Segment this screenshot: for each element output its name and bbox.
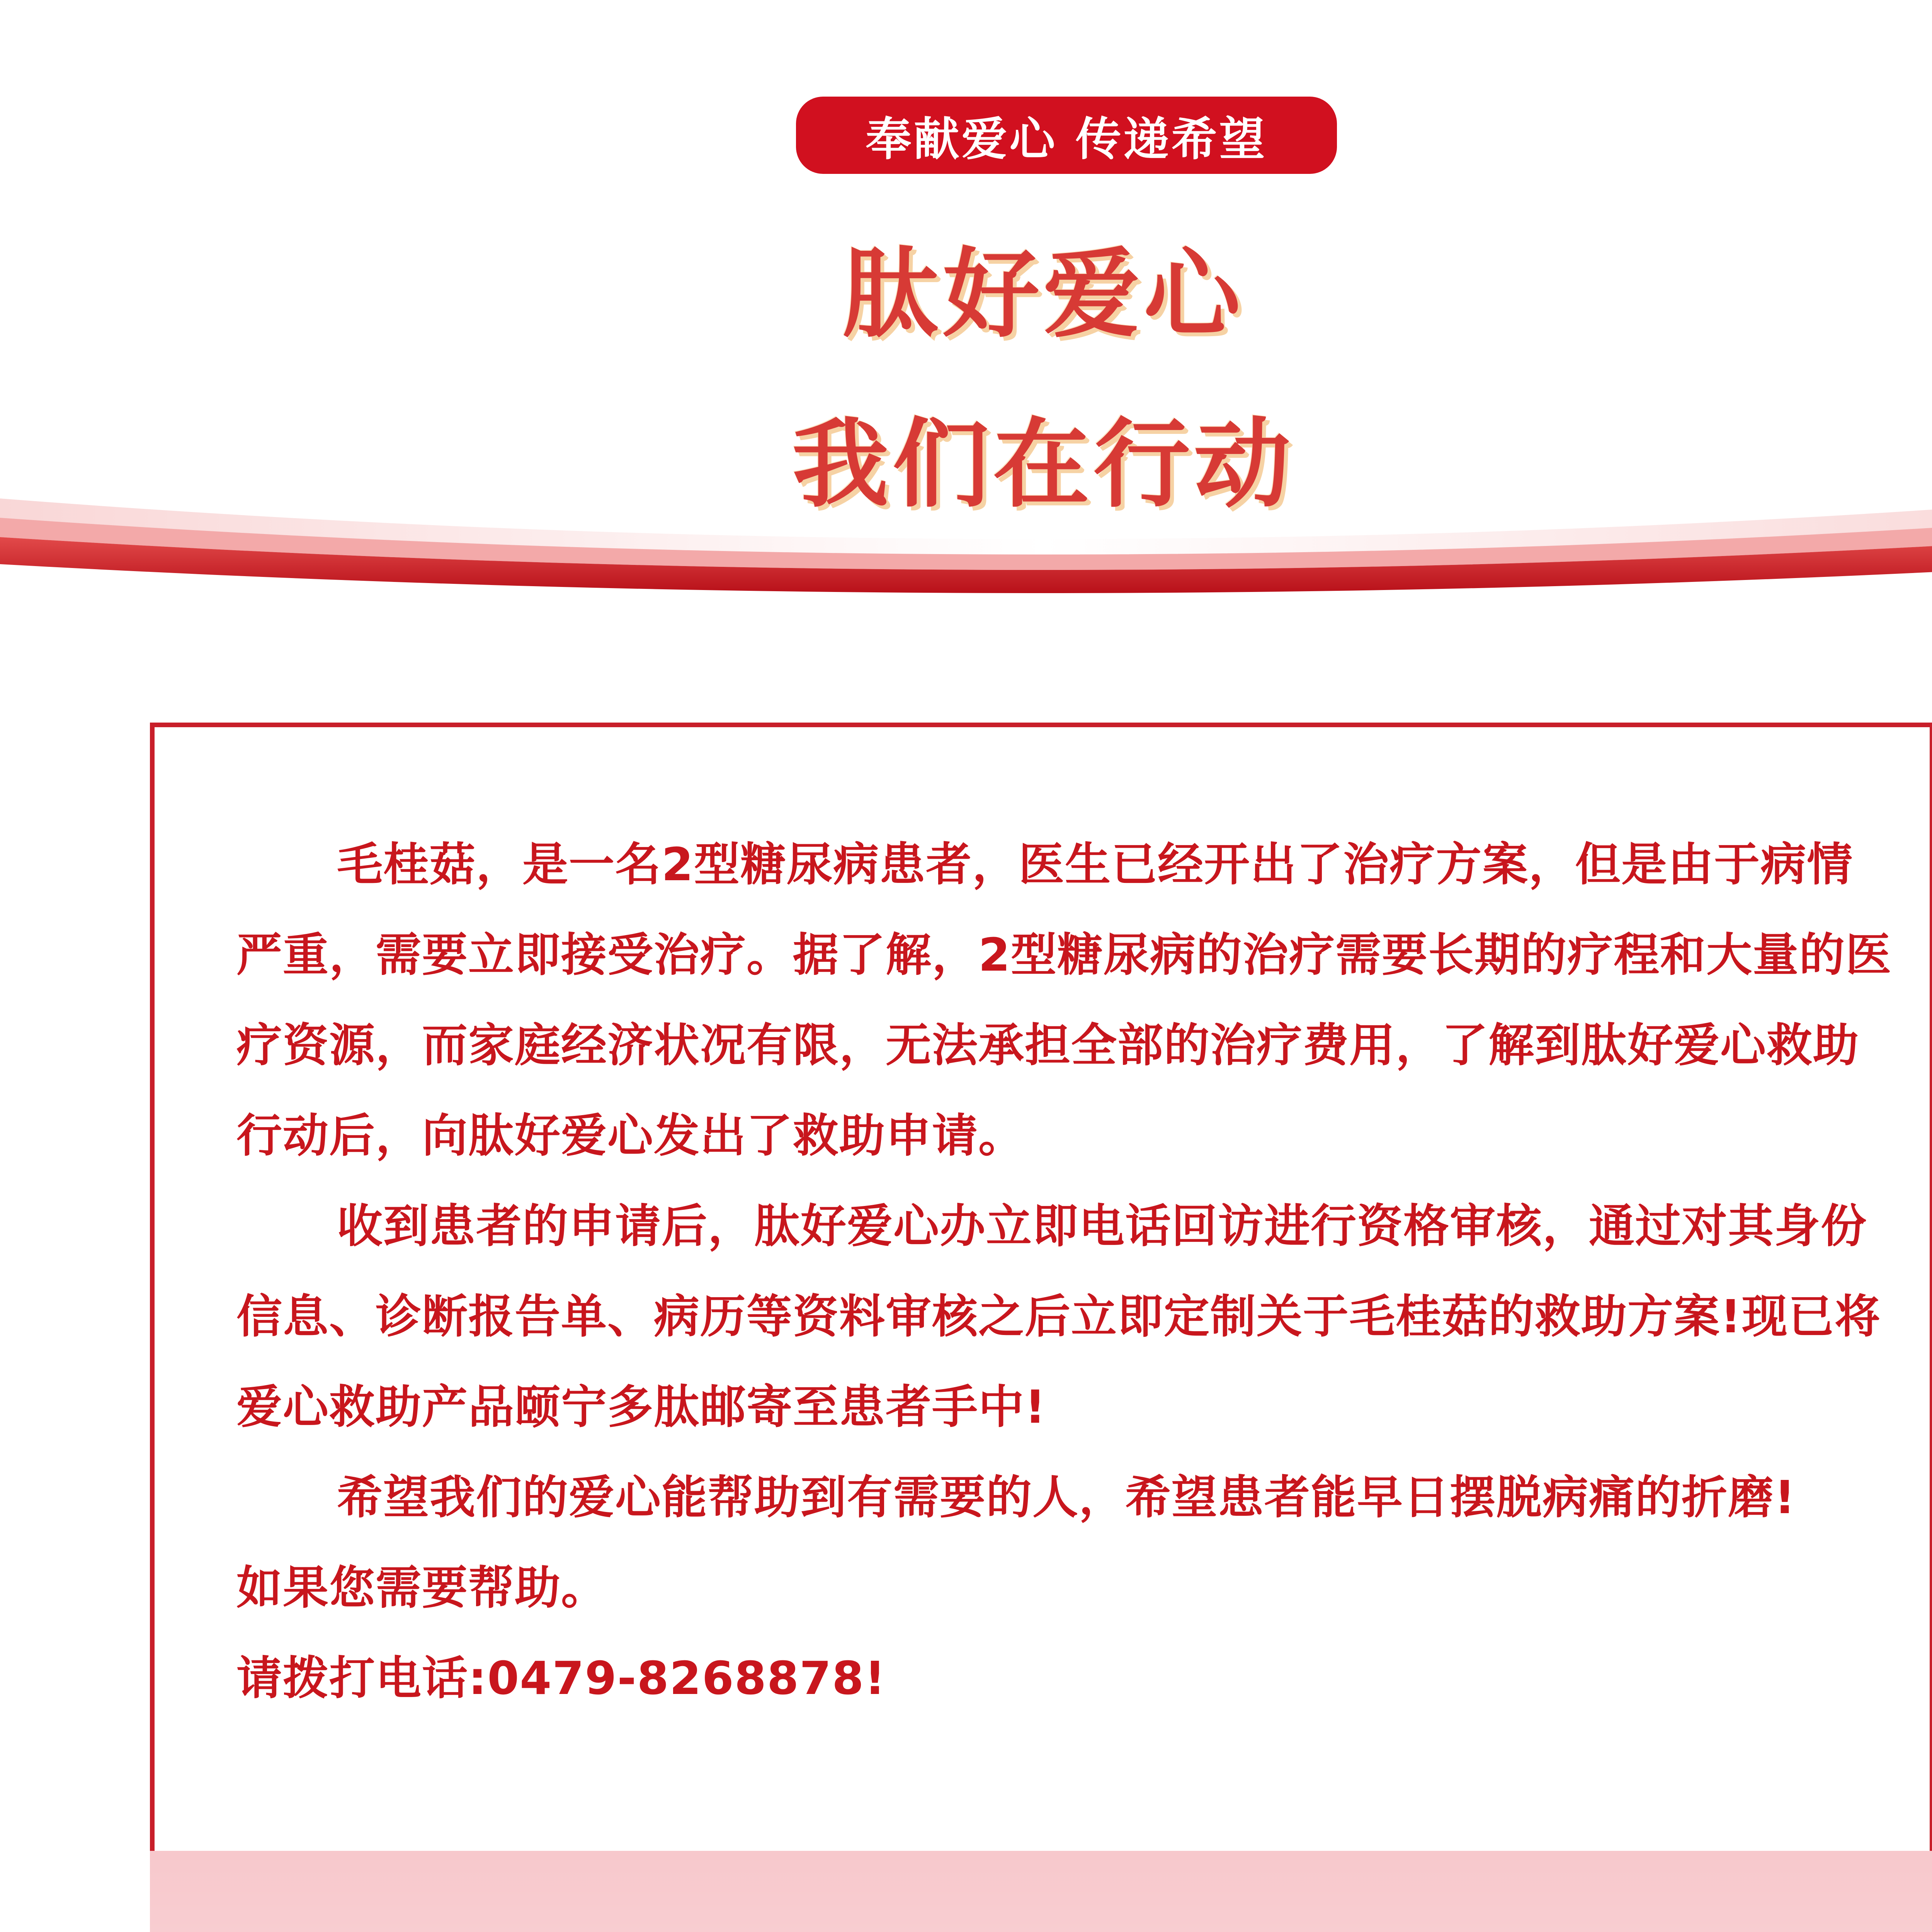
slogan-pill: 奉献爱心 传递希望 bbox=[796, 97, 1337, 174]
story-paragraph: 希望我们的爱心能帮助到有需要的人，希望患者能早日摆脱病痛的折磨! bbox=[337, 1471, 1796, 1524]
page-title-line1: 肽好爱心 bbox=[842, 238, 1244, 350]
story-paragraph: 收到患者的申请后，肽好爱心办立即电话回访进行资格审核，通过对其身份信息、诊断报告单、病历等资料审核之后立即定制关于毛桂菇的救助方案!现已将爱心救助产品颐宁多肽邮寄至患者手中! bbox=[236, 1199, 1881, 1434]
story-text bbox=[236, 819, 1898, 1723]
story-phone-line: 请拨打电话:0479-8268878! bbox=[236, 1651, 886, 1705]
page-title-line2: 我们在行动 bbox=[792, 408, 1294, 520]
banner-illustration bbox=[150, 1851, 1932, 1932]
charity-banner bbox=[150, 1851, 1932, 1932]
story-paragraph: 毛桂菇，是一名2型糖尿病患者，医生已经开出了治疗方案，但是由于病情严重，需要立即接受治疗。据了解，2型糖尿病的治疗需要长期的疗程和大量的医疗资源，而家庭经济状况有限，无法承担全部的治疗费用，了解到肽好爱心救助行动后，向肽好爱心发出了救助申请。 bbox=[236, 838, 1892, 1162]
header-wave-decoration bbox=[0, 464, 1932, 626]
story-help-line: 如果您需要帮助。 bbox=[236, 1561, 608, 1614]
